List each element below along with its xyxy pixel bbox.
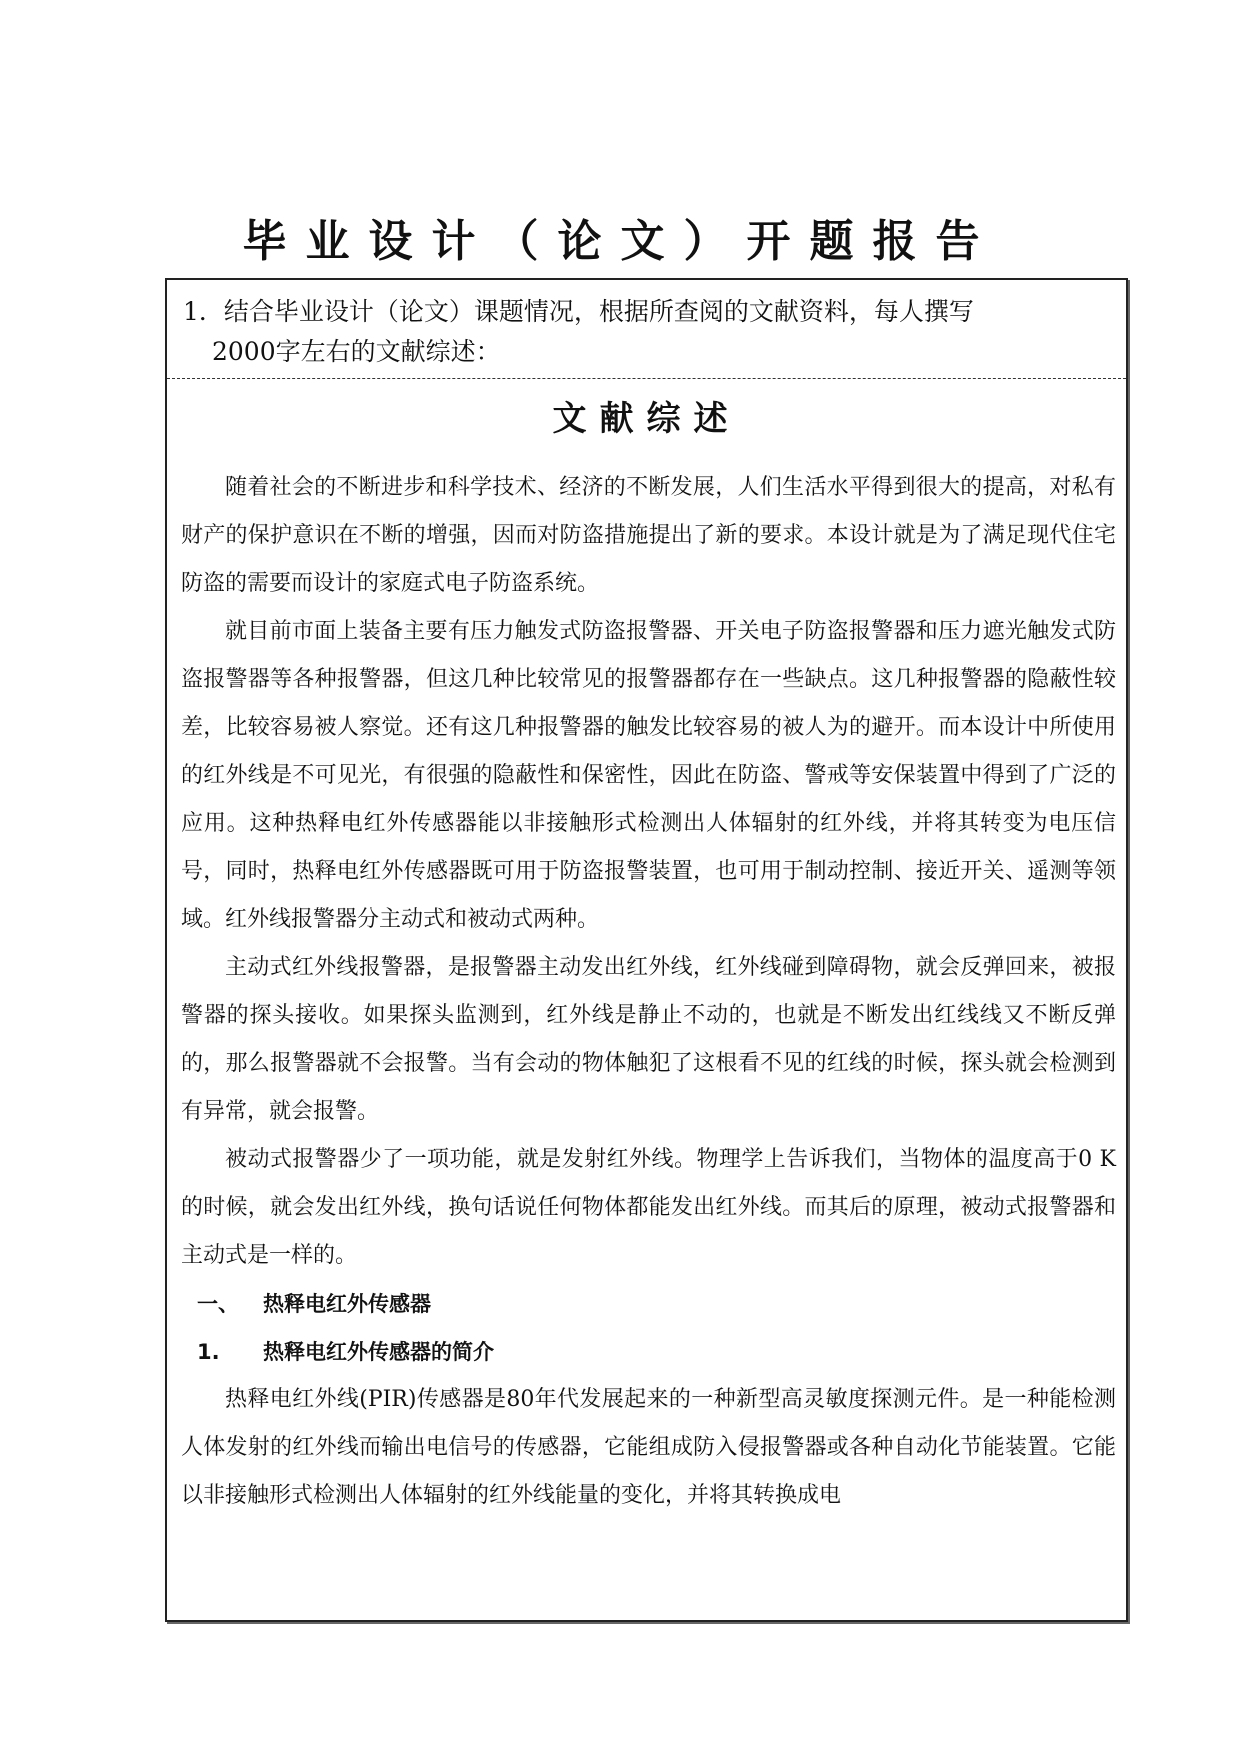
report-form-frame <box>165 278 1128 1622</box>
section-title: 热释电红外传感器 <box>263 1292 431 1316</box>
section-number: 一、 <box>197 1292 239 1316</box>
literature-review-body <box>181 464 1116 1520</box>
paragraph: 热释电红外线(PIR)传感器是80年代发展起来的一种新型高灵敏度探测元件。是一种能检测人体发射的红外线而输出电信号的传感器，它能组成防入侵报警器或各种自动化节能装置。它能以非接触形式检测出人体辐射的红外线能量的变化，并将其转换成电 <box>181 1387 1116 1508</box>
subsection-number: 1. <box>197 1340 220 1364</box>
dashed-divider <box>167 378 1126 379</box>
subsection-heading <box>181 1328 1116 1376</box>
prompt-line-1: 1．结合毕业设计（论文）课题情况，根据所查阅的文献资料，每人撰写 <box>183 297 974 326</box>
paragraph: 被动式报警器少了一项功能，就是发射红外线。物理学上告诉我们，当物体的温度高于0 K的时候，就会发出红外线，换句话说任何物体都能发出红外线。而其后的原理，被动式报警器和主动式是一样的。 <box>181 1147 1116 1268</box>
prompt-line-2: 2000字左右的文献综述： <box>212 337 501 366</box>
subsection-title: 热释电红外传感器的简介 <box>263 1340 494 1364</box>
paragraph: 主动式红外线报警器，是报警器主动发出红外线，红外线碰到障碍物，就会反弹回来，被报警器的探头接收。如果探头监测到，红外线是静止不动的，也就是不断发出红线线又不断反弹的，那么报警器就不会报警。当有会动的物体触犯了这根看不见的红线的时候，探头就会检测到有异常，就会报警。 <box>181 955 1116 1124</box>
page-title: 毕业设计（论文）开题报告 <box>242 216 999 267</box>
assignment-prompt <box>183 292 1113 372</box>
literature-review-heading: 文献综述 <box>552 399 741 439</box>
paragraph: 随着社会的不断进步和科学技术、经济的不断发展，人们生活水平得到很大的提高，对私有财产的保护意识在不断的增强，因而对防盗措施提出了新的要求。本设计就是为了满足现代住宅防盗的需要而设计的家庭式电子防盗系统。 <box>181 475 1116 596</box>
paragraph: 就目前市面上装备主要有压力触发式防盗报警器、开关电子防盗报警器和压力遮光触发式防盗报警器等各种报警器，但这几种比较常见的报警器都存在一些缺点。这几种报警器的隐蔽性较差，比较容易被人察觉。还有这几种报警器的触发比较容易的被人为的避开。而本设计中所使用的红外线是不可见光，有很强的隐蔽性和保密性，因此在防盗、警戒等安保装置中得到了广泛的应用。这种热释电红外传感器能以非接触形式检测出人体辐射的红外线，并将其转变为电压信号，同时，热释电红外传感器既可用于防盗报警装置，也可用于制动控制、接近开关、遥测等领域。红外线报警器分主动式和被动式两种。 <box>181 619 1116 932</box>
section-heading <box>181 1280 1116 1328</box>
